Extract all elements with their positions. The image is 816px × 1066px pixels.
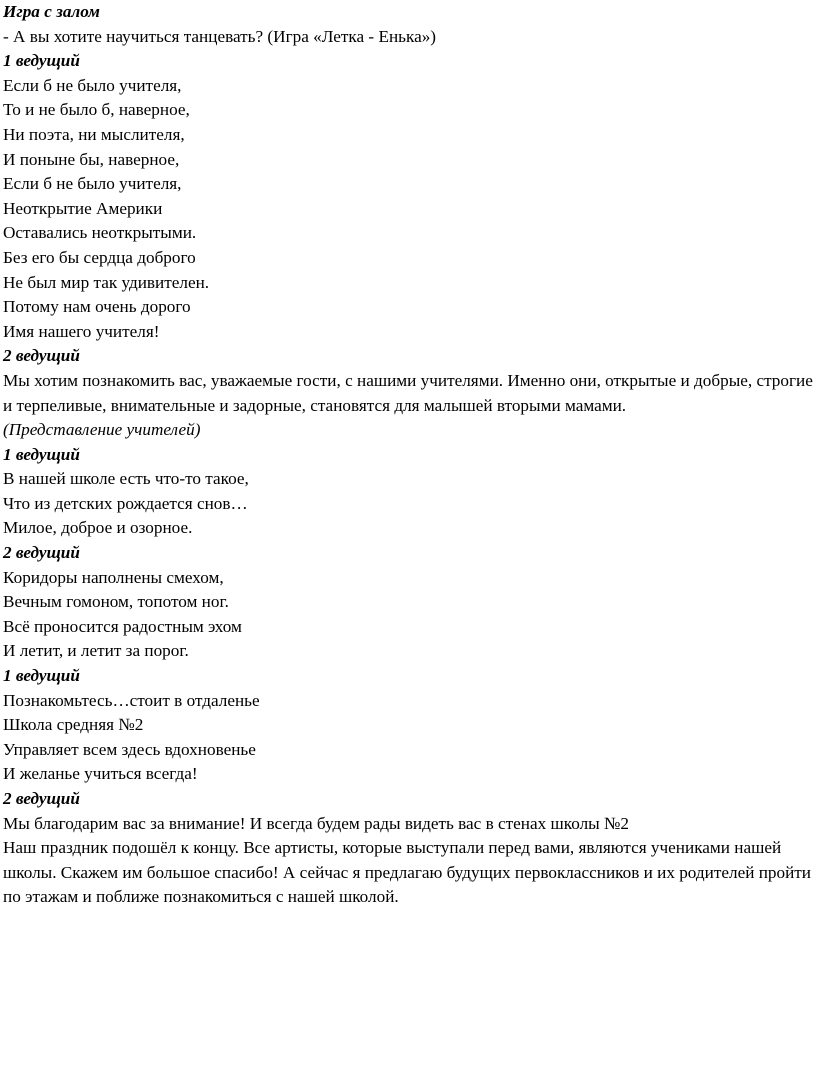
poem-line: Всё проносится радостным эхом	[3, 616, 242, 636]
poem-line: Не был мир так удивителен.	[3, 272, 210, 292]
speaker-label: 1 ведущий	[3, 666, 80, 686]
poem-line: Вечным гомоном, топотом ног.	[3, 592, 229, 612]
poem-line: Потому нам очень дорого	[3, 297, 191, 317]
poem-line: Если б не было учителя,	[3, 75, 182, 95]
poem-line: Управляет всем здесь вдохновенье	[3, 739, 256, 759]
poem-line: То и не было б, наверное,	[3, 100, 190, 120]
poem-line: Оставались неоткрытыми.	[3, 223, 197, 243]
closing-line: Мы благодарим вас за внимание! И всегда будем рады видеть вас в стенах школы №2	[3, 813, 629, 833]
speaker-label: 2 ведущий	[3, 789, 80, 808]
speaker-label: 1 ведущий	[3, 444, 80, 464]
prose-paragraph: Мы хотим познакомить вас, уважаемые гости, с нашими учителями. Именно они, открытые и добрые, строгие и терпеливые, внимательные и задорные, становятся для малышей вторыми мамами.	[3, 370, 813, 415]
speaker-label: 2 ведущий	[3, 346, 80, 366]
poem-line: И поныне бы, наверное,	[3, 149, 180, 169]
poem-line: И летит, и летит за порог.	[3, 641, 189, 661]
poem-line: В нашей школе есть что-то такое,	[3, 469, 249, 489]
poem-line: И желанье учиться всегда!	[3, 764, 198, 784]
stage-direction: (Представление учителей)	[3, 420, 201, 440]
poem-line: Неоткрытие Америки	[3, 198, 163, 218]
intro-line: - А вы хотите научиться танцевать? (Игра «Летка - Енька»)	[3, 26, 437, 46]
poem-line: Школа средняя №2	[3, 715, 144, 735]
poem-line: Коридоры наполнены смехом,	[3, 567, 224, 587]
poem-line: Познакомьтесь…стоит в отдаленье	[3, 690, 260, 710]
poem-line: Что из детских рождается снов…	[3, 493, 248, 513]
speaker-label: 2 ведущий	[3, 543, 80, 563]
poem-line: Если б не было учителя,	[3, 174, 182, 194]
poem-line: Милое, доброе и озорное.	[3, 518, 193, 538]
prose-paragraph: Наш праздник подошёл к концу. Все артисты, которые выступали перед вами, являются учениками нашей школы. Скажем им большое спасибо! А сейчас я предлагаю будущих первоклассников и их родителей пройти по этажам и поближе познакомиться с нашей школой.	[3, 838, 811, 907]
poem-line: Имя нашего учителя!	[3, 321, 160, 341]
document-title: Игра с залом	[3, 2, 100, 21]
speaker-label: 1 ведущий	[3, 51, 80, 71]
document-body	[3, 0, 813, 910]
poem-line: Без его бы сердца доброго	[3, 247, 196, 267]
poem-line: Ни поэта, ни мыслителя,	[3, 124, 185, 144]
